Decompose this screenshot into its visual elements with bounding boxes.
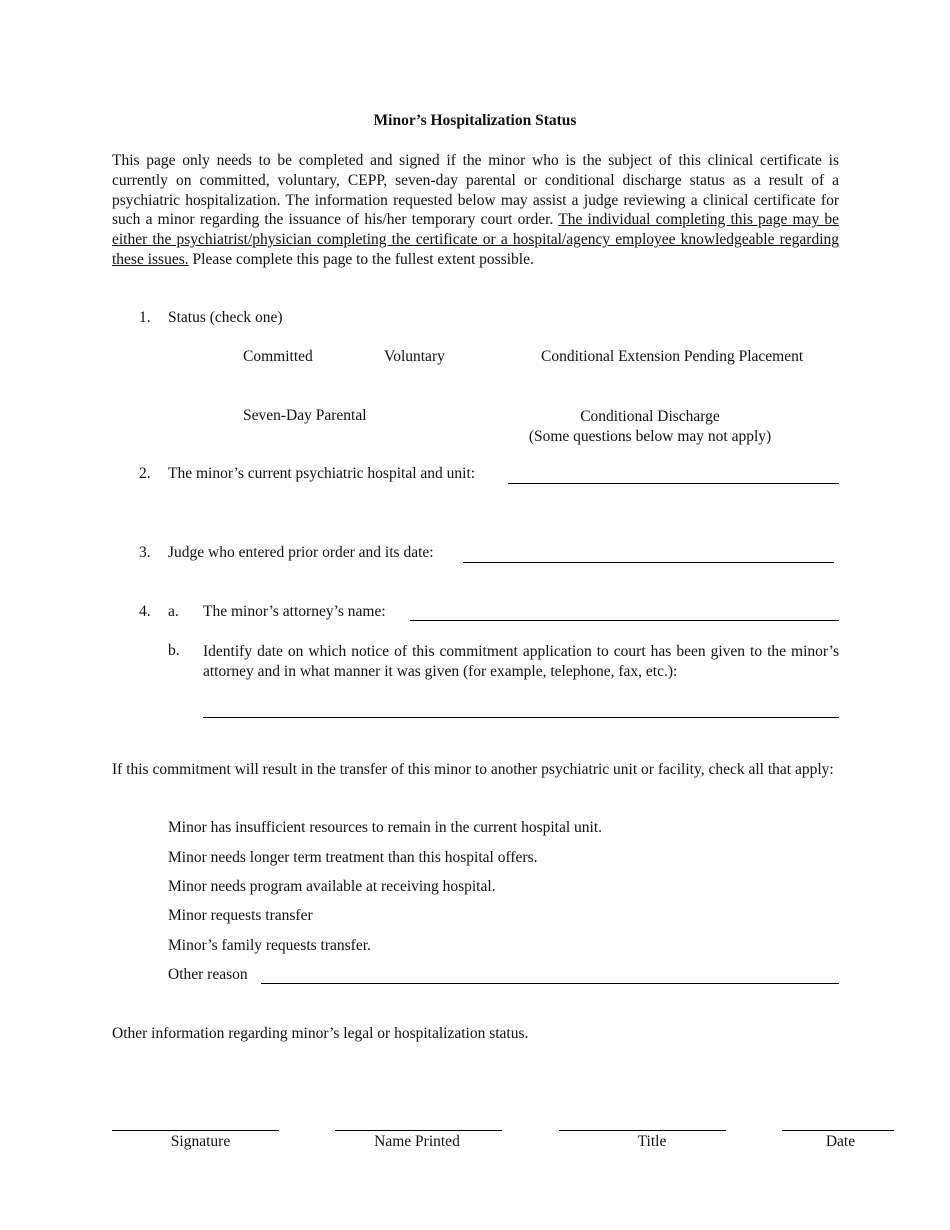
status-option-voluntary[interactable]: Voluntary xyxy=(384,348,445,365)
transfer-reason-minor-requests[interactable]: Minor requests transfer xyxy=(168,907,313,924)
q4a-label: The minor’s attorney’s name: xyxy=(203,603,386,620)
q3-label: Judge who entered prior order and its date: xyxy=(168,544,434,561)
q3-answer-line[interactable] xyxy=(463,562,834,563)
status-option-conditional-discharge[interactable]: Conditional Discharge xyxy=(580,408,720,425)
q4a-answer-line[interactable] xyxy=(410,620,839,621)
conditional-discharge-note: (Some questions below may not apply) xyxy=(528,427,772,445)
q2-answer-line[interactable] xyxy=(508,483,839,484)
q2-number: 2. xyxy=(139,465,151,482)
transfer-reason-other-label[interactable]: Other reason xyxy=(168,966,248,983)
transfer-reason-insufficient-resources[interactable]: Minor has insufficient resources to remain in the current hospital unit. xyxy=(168,819,603,836)
status-option-conditional-discharge-group[interactable] xyxy=(500,407,800,446)
date-label: Date xyxy=(825,1133,856,1150)
q2-label: The minor’s current psychiatric hospital and unit: xyxy=(168,465,476,482)
intro-tail-text: Please complete this page to the fullest extent possible. xyxy=(188,250,534,268)
signature-line[interactable] xyxy=(112,1130,279,1131)
transfer-intro: If this commitment will result in the transfer of this minor to another psychiatric unit or facility, check all that apply: xyxy=(112,761,834,778)
status-option-conditional-extension[interactable]: Conditional Extension Pending Placement xyxy=(541,348,804,365)
name-printed-line[interactable] xyxy=(335,1130,502,1131)
q1-number: 1. xyxy=(139,309,151,326)
q4-number: 4. xyxy=(139,603,151,620)
date-line[interactable] xyxy=(782,1130,894,1131)
status-option-seven-day-parental[interactable]: Seven-Day Parental xyxy=(243,407,367,424)
transfer-reason-family-requests[interactable]: Minor’s family requests transfer. xyxy=(168,937,371,954)
q4a-letter: a. xyxy=(168,603,179,620)
signature-label: Signature xyxy=(170,1133,231,1150)
title-line[interactable] xyxy=(559,1130,726,1131)
name-printed-label: Name Printed xyxy=(374,1133,460,1150)
intro-text: This page only needs to be completed and signed if the minor who is the subject of this clinical certificate is currently on committed, voluntary, CEPP, seven-day parental or conditional discharge status as a result of a psychiatric hospitalization. The information requested below may assist a judge reviewing a clinical certificate for such a minor regarding the issuance of his/her temporary court order. xyxy=(112,152,839,229)
other-info-label: Other information regarding minor’s legal or hospitalization status. xyxy=(112,1025,529,1042)
transfer-reason-program-available[interactable]: Minor needs program available at receiving hospital. xyxy=(168,878,496,895)
intro-underlined-text: The individual completing this page may be either the psychiatrist/physician completing the certificate or a hospital/agency employee knowledgeable regarding these issues. xyxy=(112,211,839,268)
intro-paragraph xyxy=(112,151,839,270)
other-reason-answer-line[interactable] xyxy=(261,983,839,984)
title-label: Title xyxy=(637,1133,667,1150)
page-title: Minor’s Hospitalization Status xyxy=(373,112,577,129)
q4b-answer-line[interactable] xyxy=(203,717,839,718)
q4b-letter: b. xyxy=(168,642,180,659)
q3-number: 3. xyxy=(139,544,151,561)
transfer-reason-longer-treatment[interactable]: Minor needs longer term treatment than this hospital offers. xyxy=(168,849,538,866)
q1-label: Status (check one) xyxy=(168,309,283,326)
q4b-label: Identify date on which notice of this commitment application to court has been given to the minor’s attorney and in what manner it was given (for example, telephone, fax, etc.): xyxy=(203,643,839,680)
status-option-committed[interactable]: Committed xyxy=(243,348,313,365)
